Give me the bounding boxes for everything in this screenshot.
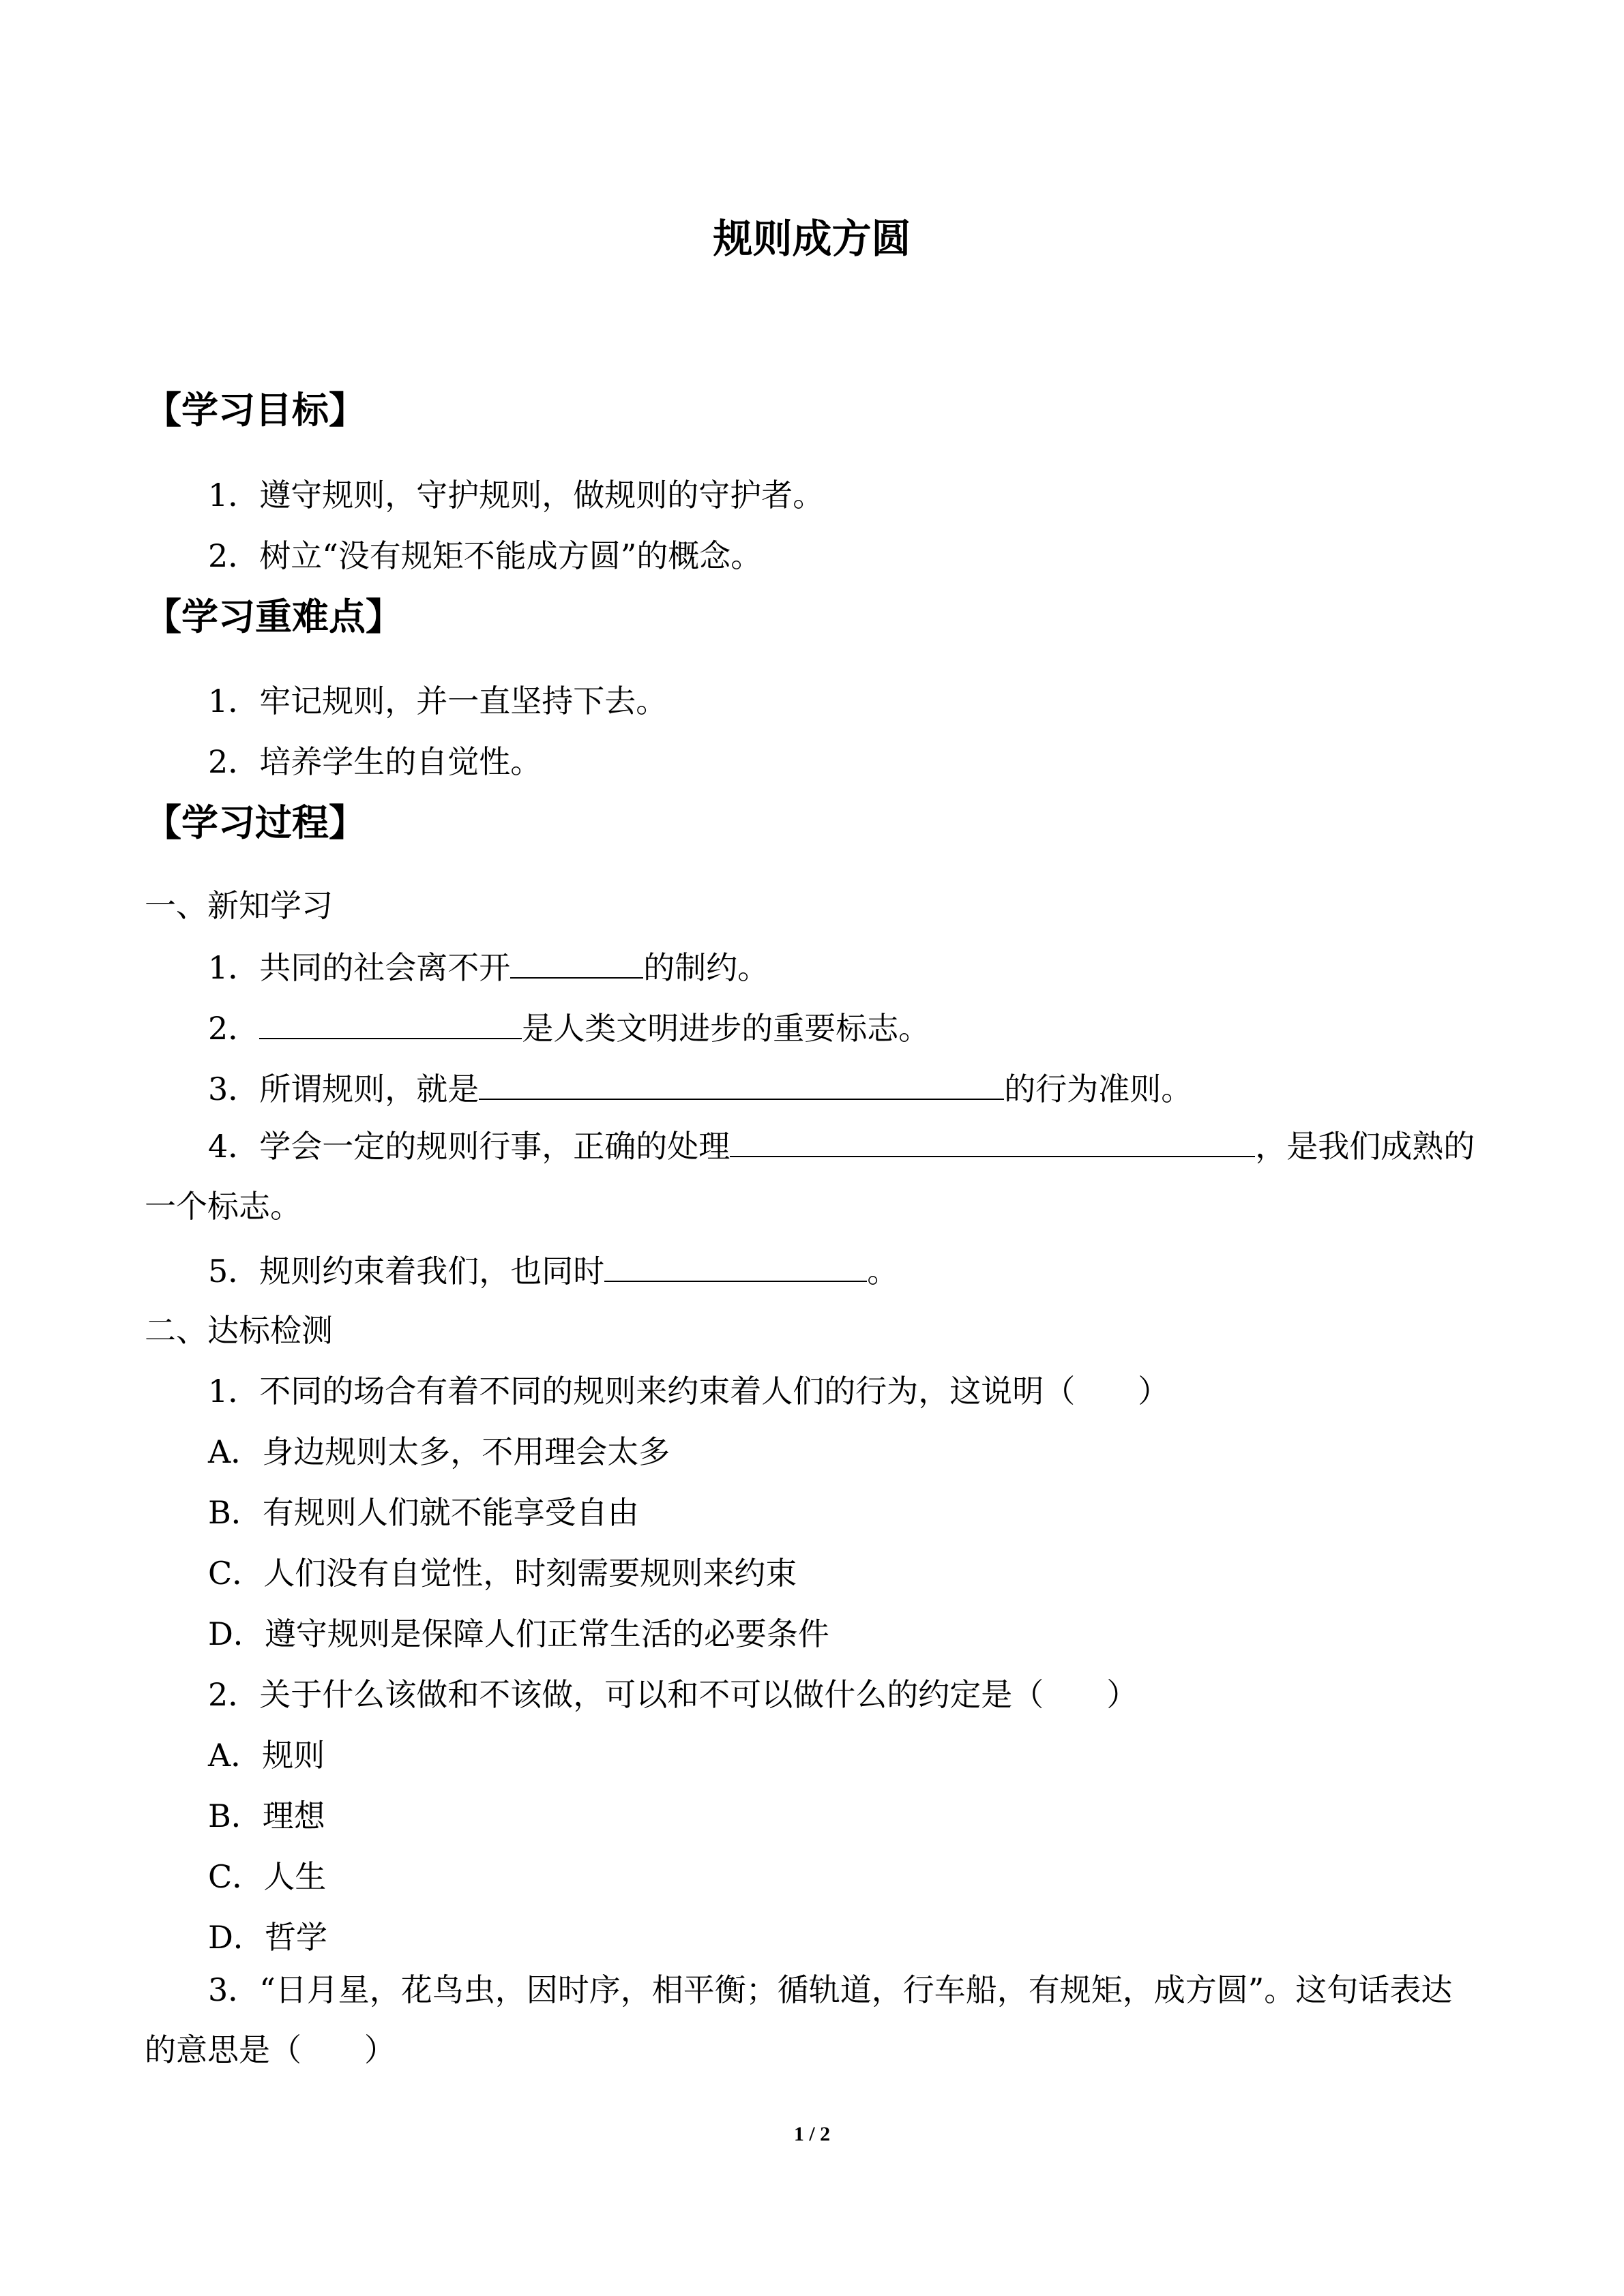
key-point-item: 2．培养学生的自觉性。 bbox=[208, 743, 542, 780]
fill-question-2 bbox=[208, 1007, 930, 1049]
option-b[interactable]: B．理想 bbox=[208, 1798, 325, 1834]
answer-blank[interactable] bbox=[730, 1124, 1255, 1157]
question-text: 2． bbox=[208, 1010, 260, 1047]
answer-blank[interactable] bbox=[510, 946, 643, 979]
objective-item: 1．遵守规则，守护规则，做规则的守护者。 bbox=[208, 477, 825, 513]
option-d[interactable]: D．哲学 bbox=[208, 1919, 327, 1956]
question-text: 。 bbox=[867, 1253, 899, 1289]
option-c[interactable]: C．人们没有自觉性，时刻需要规则来约束 bbox=[208, 1555, 797, 1592]
fill-question-1 bbox=[208, 946, 769, 988]
page-title: 规则成方圆 bbox=[713, 215, 911, 262]
question-text: 3．所谓规则，就是 bbox=[208, 1071, 479, 1107]
option-b[interactable]: B．有规则人们就不能享受自由 bbox=[208, 1494, 639, 1531]
page-number: 1 / 2 bbox=[793, 2123, 831, 2145]
part1-heading: 一、新知学习 bbox=[145, 887, 333, 924]
key-points-heading: 【学习重难点】 bbox=[145, 595, 402, 638]
answer-blank[interactable] bbox=[479, 1067, 1004, 1100]
answer-blank[interactable] bbox=[259, 1007, 522, 1039]
fill-question-5 bbox=[208, 1249, 898, 1292]
objective-item: 2．树立“没有规矩不能成方圆”的概念。 bbox=[208, 537, 763, 574]
process-heading: 【学习过程】 bbox=[145, 801, 366, 844]
choice-question-1: 1．不同的场合有着不同的规则来约束着人们的行为，这说明（ ） bbox=[208, 1373, 1170, 1410]
choice-question-2: 2．关于什么该做和不该做，可以和不可以做什么的约定是（ ） bbox=[208, 1676, 1138, 1713]
option-c[interactable]: C．人生 bbox=[208, 1858, 327, 1895]
part2-heading: 二、达标检测 bbox=[145, 1312, 333, 1349]
question-text: ，是我们成熟的一个标志。 bbox=[145, 1128, 1475, 1225]
answer-blank[interactable] bbox=[604, 1249, 867, 1282]
fill-question-3 bbox=[208, 1067, 1192, 1109]
fill-question-4 bbox=[145, 1116, 1480, 1236]
key-point-item: 1．牢记规则，并一直坚持下去。 bbox=[208, 683, 668, 719]
question-text: 是人类文明进步的重要标志。 bbox=[522, 1010, 930, 1047]
question-text: 的行为准则。 bbox=[1004, 1071, 1193, 1107]
option-d[interactable]: D．遵守规则是保障人们正常生活的必要条件 bbox=[208, 1615, 829, 1652]
option-a[interactable]: A．身边规则太多，不用理会太多 bbox=[208, 1433, 670, 1470]
objectives-heading: 【学习目标】 bbox=[145, 389, 366, 432]
question-text: 的制约。 bbox=[643, 949, 769, 986]
question-text: 1．共同的社会离不开 bbox=[208, 949, 511, 986]
question-text: 4．学会一定的规则行事，正确的处理 bbox=[208, 1128, 730, 1165]
option-a[interactable]: A．规则 bbox=[208, 1737, 325, 1774]
choice-question-3: 3．“日月星，花鸟虫，因时序，相平衡；循轨道，行车船，有规矩，成方圆”。这句话表达的意思是（ ） bbox=[145, 1971, 1453, 2068]
question-text: 5．规则约束着我们，也同时 bbox=[208, 1253, 605, 1289]
